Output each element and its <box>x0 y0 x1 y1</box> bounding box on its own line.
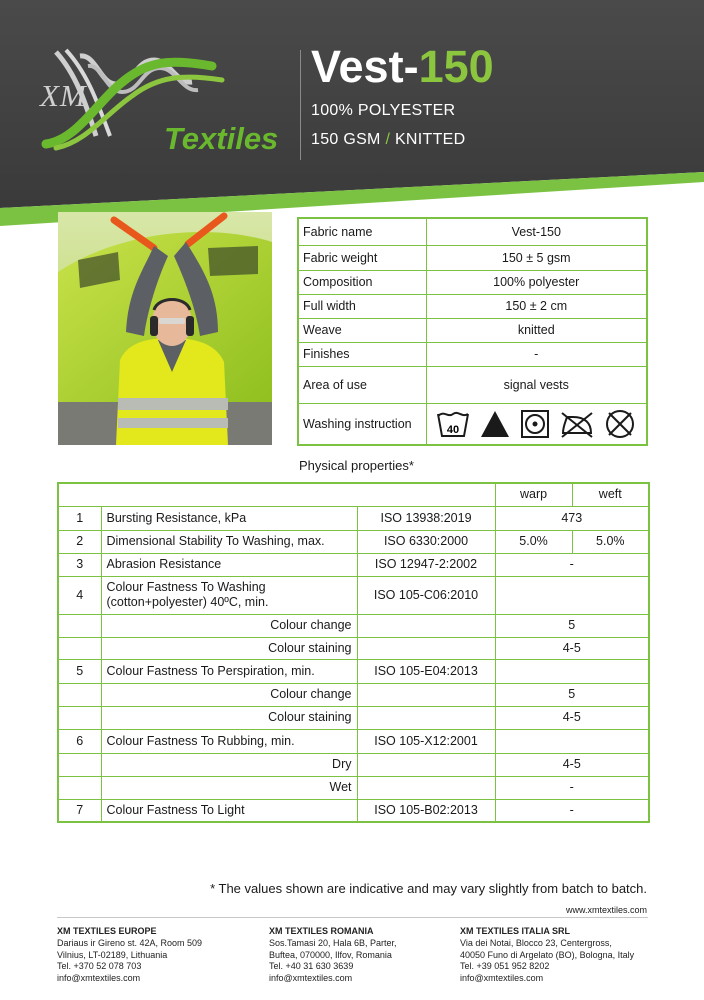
property-standard: ISO 6330:2000 <box>357 530 495 553</box>
table-row <box>58 659 649 683</box>
office-title: XM TEXTILES ROMANIA <box>269 926 374 936</box>
property-name: Colour Fastness To Perspiration, min. <box>101 659 357 683</box>
property-value-weft: 5.0% <box>572 530 649 553</box>
table-subrow <box>58 776 649 799</box>
fabric-value: 150 ± 2 cm <box>426 294 647 318</box>
property-value: 473 <box>495 506 649 530</box>
wash-temp-text: 40 <box>447 423 460 436</box>
table-subrow <box>58 683 649 706</box>
product-weave: KNITTED <box>394 131 466 148</box>
product-photo <box>58 212 272 445</box>
office-title: XM TEXTILES ITALIA SRL <box>460 926 570 936</box>
row-number: 7 <box>58 799 101 822</box>
table-subrow <box>58 614 649 637</box>
office-email[interactable]: info@xmtextiles.com <box>269 973 353 984</box>
property-name-line2: (cotton+polyester) 40ºC, min. <box>106 595 269 609</box>
property-name: Dimensional Stability To Washing, max. <box>101 530 357 553</box>
product-title <box>311 41 494 92</box>
row-number: 2 <box>58 530 101 553</box>
subproperty-name: Dry <box>101 753 357 776</box>
bleach-allowed-icon <box>479 409 511 439</box>
fabric-value: 150 ± 5 gsm <box>426 245 647 270</box>
fabric-label: Full width <box>298 294 426 318</box>
property-value: - <box>495 776 649 799</box>
product-gsm: 150 GSM <box>311 131 381 148</box>
table-row <box>58 576 649 614</box>
property-value: 4-5 <box>495 753 649 776</box>
office-address: Via dei Notai, Blocco 23, Centergross, <box>460 937 612 948</box>
fabric-row <box>298 218 647 245</box>
office-city: Buftea, 070000, Ilfov, Romania <box>269 949 392 960</box>
subproperty-name: Colour change <box>101 683 357 706</box>
fabric-value: - <box>426 342 647 366</box>
fabric-row <box>298 403 647 445</box>
office-address: Sos.Tamasi 20, Hala 6B, Parter, <box>269 937 397 948</box>
fabric-value: signal vests <box>426 366 647 403</box>
property-value: - <box>495 553 649 576</box>
logo-xm-text: XM <box>40 78 87 113</box>
property-standard: ISO 105-B02:2013 <box>357 799 495 822</box>
table-row <box>58 799 649 822</box>
website-link[interactable]: www.xmtextiles.com <box>565 905 647 915</box>
office-italy <box>460 926 634 985</box>
tumble-dry-low-icon <box>520 409 550 439</box>
property-value: 4-5 <box>495 706 649 729</box>
property-standard: ISO 105-X12:2001 <box>357 729 495 753</box>
product-composition: 100% POLYESTER <box>311 102 456 119</box>
product-prefix: Vest- <box>311 41 419 92</box>
fabric-row <box>298 342 647 366</box>
col-weft: weft <box>572 483 649 506</box>
fabric-label: Fabric name <box>298 218 426 245</box>
disclaimer-note: * The values shown are indicative and may vary slightly from batch to batch. <box>210 881 647 896</box>
fabric-label: Composition <box>298 270 426 294</box>
header-banner <box>0 0 704 235</box>
office-romania <box>269 926 397 985</box>
fabric-label: Finishes <box>298 342 426 366</box>
fabric-label: Fabric weight <box>298 245 426 270</box>
office-city: Vilnius, LT-02189, Lithuania <box>57 949 168 960</box>
office-europe <box>57 926 202 985</box>
subproperty-name: Colour staining <box>101 637 357 659</box>
table-row <box>58 506 649 530</box>
fabric-row <box>298 294 647 318</box>
col-warp: warp <box>495 483 572 506</box>
office-city: 40050 Funo di Argelato (BO), Bologna, Italy <box>460 949 635 960</box>
fabric-value: Vest-150 <box>426 218 647 245</box>
property-value: 4-5 <box>495 637 649 659</box>
fabric-row <box>298 245 647 270</box>
property-value: 5 <box>495 683 649 706</box>
property-value: - <box>495 799 649 822</box>
table-subrow <box>58 637 649 659</box>
row-number: 5 <box>58 659 101 683</box>
wash-40-icon <box>436 408 470 440</box>
fabric-label: Area of use <box>298 366 426 403</box>
office-phone: Tel. +39 051 952 8202 <box>460 961 550 972</box>
office-email[interactable]: info@xmtextiles.com <box>57 973 141 984</box>
property-standard: ISO 105-E04:2013 <box>357 659 495 683</box>
table-row <box>58 553 649 576</box>
do-not-iron-icon <box>559 409 595 439</box>
property-standard: ISO 12947-2:2002 <box>357 553 495 576</box>
property-name: Abrasion Resistance <box>101 553 357 576</box>
table-row <box>58 530 649 553</box>
fabric-spec-table <box>297 217 648 446</box>
subproperty-name: Colour change <box>101 614 357 637</box>
subproperty-name: Colour staining <box>101 706 357 729</box>
property-name: Colour Fastness To Rubbing, min. <box>101 729 357 753</box>
property-name: Colour Fastness To Light <box>101 799 357 822</box>
row-number: 6 <box>58 729 101 753</box>
row-number: 3 <box>58 553 101 576</box>
header-divider <box>300 50 301 160</box>
do-not-dryclean-icon <box>604 408 636 440</box>
fabric-label: Weave <box>298 318 426 342</box>
product-number: 150 <box>418 41 494 92</box>
property-name-line1: Colour Fastness To Washing <box>106 580 266 594</box>
spec-separator: / <box>385 131 391 148</box>
washing-icons <box>426 403 647 445</box>
property-value: 5 <box>495 614 649 637</box>
table-subrow <box>58 753 649 776</box>
fabric-row <box>298 318 647 342</box>
office-phone: Tel. +40 31 630 3639 <box>269 961 354 972</box>
washing-label: Washing instruction <box>298 403 426 445</box>
office-email[interactable]: info@xmtextiles.com <box>460 973 544 984</box>
marshaller-photo <box>58 212 272 445</box>
office-address: Dariaus ir Gireno st. 42A, Room 509 <box>57 937 203 948</box>
row-number: 4 <box>58 576 101 614</box>
office-title: XM TEXTILES EUROPE <box>57 926 157 936</box>
table-row <box>58 729 649 753</box>
physical-properties-title: Physical properties* <box>299 458 414 473</box>
row-number: 1 <box>58 506 101 530</box>
product-spec <box>311 131 465 149</box>
footer-divider <box>57 917 648 918</box>
fabric-row <box>298 366 647 403</box>
table-subrow <box>58 706 649 729</box>
property-standard: ISO 105-C06:2010 <box>357 576 495 614</box>
company-logo <box>36 44 288 164</box>
property-standard: ISO 13938:2019 <box>357 506 495 530</box>
office-phone: Tel. +370 52 078 703 <box>57 961 142 972</box>
logo-textiles-text: Textiles <box>164 121 279 156</box>
table-header-row <box>58 483 649 506</box>
property-value-warp: 5.0% <box>495 530 572 553</box>
property-name: Bursting Resistance, kPa <box>101 506 357 530</box>
physical-properties-table <box>57 482 650 823</box>
fabric-value: knitted <box>426 318 647 342</box>
fabric-value: 100% polyester <box>426 270 647 294</box>
subproperty-name: Wet <box>101 776 357 799</box>
fabric-row <box>298 270 647 294</box>
property-name <box>101 576 357 614</box>
